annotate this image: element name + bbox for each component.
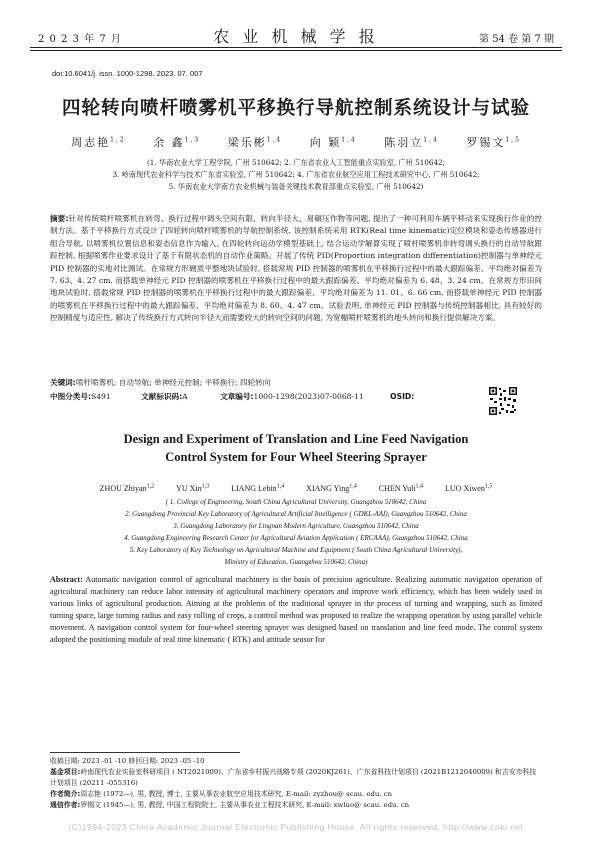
en-affiliation: 3. Guangdong Laboratory for Lingnan Modern Agriculture, Guangzhou 510642, China	[173, 522, 419, 530]
cn-abstract-text: 针对传统喷杆喷雾机在转弯、换行过程中调头空间有限、转向半径大、易碾压作物等问题, 提出了一种可利用车辆平移动来实现换行作业的控制方法。基于平移换行方式设计了四轮转向喷杆喷雾机的导航控制系统, 该控制系统采用 RTK(Real time kinematic)定位模块和姿态传感器进行组合导航, 以喷雾机位置信息和姿态信息作为输入, 在四轮转向运动学模型基础上, 结合运动学解算实现了喷杆喷雾机非转弯调头换行的自动导航跟踪控制, 根据喷雾作业要求设计了基于有限状态机的自动作业策略。开展了传统 PID(Proportion integration differentiation)控制器与单神经元 PID 控制器的实地对比测试。在常规方形硬质平整地块试验时, 搭载常规 PID 控制器的喷雾机在平移换行过程中的最大跟踪偏差、平均绝对偏差为 7. 63、4. 27 cm, 而搭载单神经元 PID 控制器的喷雾机在平移换行过程中的最大跟踪偏差、平均绝对偏差为 6. 48、3. 24 cm。在常规方形田间地块试验时, 搭载常规 PID 控制器的喷雾机在平移换行过程中的最大跟踪偏差、平均绝对偏差为 11. 01、6. 66 cm, 而搭载单神经元 PID 控制器的喷雾机在平移换行过程中的最大跟踪偏差、平均绝对偏差为 8. 60、4. 47 cm。试验表明, 单神经元 PID 控制器与传统控制器相比, 具有较好的控制精度与适应性, 解决了传统换行方式转向半径大而需要较大的转向空间的问题, 为宽幅喷杆喷雾机的地头转向和换行提供解决方案。	[50, 214, 542, 323]
footnote-funding: 基金项目:岭南现代农业实验室科研项目 ( NT2021009)、广东省乡村振兴战略专项 (2020KJ261)、广东省科技计划项目 (2021B1212040009) 和吉安市科技计划项目 (20211 -055316)	[50, 768, 537, 787]
cn-keywords: 关键词:喷杆喷雾机; 自动导航; 单神经元控制; 平移换行; 四轮转向	[50, 378, 271, 387]
en-title: Design and Experiment of Translation and Line Feed Navigation Control System for Four Wheel Steering Sprayer	[123, 432, 469, 464]
en-author: YU Xin$^{1,3}$	[176, 483, 210, 493]
cn-author: 罗锡文$^{1,5}$	[466, 136, 521, 149]
en-author: LUO Xiwen$^{1,5}$	[445, 483, 493, 493]
en-abstract-label: Abstract:	[50, 575, 83, 584]
header-rule-thin	[30, 50, 562, 51]
header-volume: 第 54 卷 第 7 期	[479, 34, 554, 45]
cn-classification-row: 中图分类号:S491 文献标识码:A 文章编号:1000-1298(2023)07-0068-11 OSID:	[50, 392, 415, 401]
footnote-author: 作者简介:周志艳 (1972—), 男, 教授, 博士, 主要从事农业航空应用技术研究, E-mail: zyzhou@ scau. edu. cn	[50, 790, 393, 798]
en-author: ZHOU Zhiyan$^{1,2}$	[99, 483, 155, 493]
cn-author: 向 颖$^{1,4}$	[309, 136, 357, 149]
cn-abstract-label: 摘要:	[50, 214, 69, 223]
journal-name: 农 业 机 械 学 报	[213, 27, 379, 46]
cn-affiliation: 5. 华南农业大学南方农业机械与装备关键技术教育部重点实验室, 广州 510642)	[168, 182, 424, 191]
cn-author: 周志艳$^{1,2}$	[71, 136, 126, 149]
en-affiliation: Ministry of Education, Guangzhou 510642, China)	[224, 558, 368, 566]
en-affiliation: 4. Guangdong Engineering Research Center for Agricultural Aviation Application ( ERCAAA), Guangzhou 510642, China	[124, 534, 468, 542]
footnote-corresponding: 通信作者:罗锡文 (1945—), 男, 教授, 中国工程院院士, 主要从事农业工程技术研究, E-mail: xwluo@ scau. edu. cn	[50, 801, 410, 809]
cn-author: 余 鑫$^{1,3}$	[153, 136, 201, 149]
doi[interactable]: doi:10.6041/j. issn. 1000-1298. 2023. 07. 007	[52, 69, 203, 78]
en-affiliation: 5. Key Laboratory of Key Technology on Agricultural Machine and Equipment ( South China Agricultural University),	[129, 546, 463, 554]
cn-affiliation: 3. 岭南现代农业科学与技术广东省实验室, 广州 510642; 4. 广东省农业航空应用工程技术研究中心, 广州 510642;	[112, 170, 480, 179]
en-author: XIANG Ying$^{1,4}$	[306, 483, 357, 493]
footnote-received: 收稿日期: 2023 -01 -10 修回日期: 2023 -05 -10	[50, 757, 205, 765]
en-abstract-text: Automatic navigation control of agricultural machinery is the basis of precision agriculture. Realizing automatic navigation operation of agricultural machinery can reduce labor intensity of agricultural machinery operators and improve work efficiency, which has been widely used in various links of agricultural production. Aiming at the problems of the traditional sprayer in the process of turning and wrapping, such as limited turning space, large turning radius and easy rolling of crops, a control method was proposed to realize the wrapping operation by using parallel vehicle movement. A navigation control system for four-wheel steering sprayer was designed based on translation and line feed mode. The control system adopted the positioning module of real time kinematic ( RTK) and attitude sensor for	[50, 575, 542, 645]
footnote-rule	[50, 752, 240, 753]
header-date: 2 0 2 3 年 7 月	[38, 34, 122, 45]
en-author: LIANG Lebin$^{1,4}$	[231, 483, 285, 493]
osid-qr-code-icon[interactable]	[488, 386, 518, 416]
en-abstract	[50, 574, 542, 647]
cn-authors	[0, 134, 592, 150]
en-author: CHEN Yuli$^{1,4}$	[378, 483, 424, 493]
header-rule	[30, 47, 562, 48]
cn-title: 四轮转向喷杆喷雾机平移换行导航控制系统设计与试验	[61, 98, 530, 119]
en-authors	[0, 483, 592, 493]
cn-abstract	[50, 213, 542, 325]
cn-author: 陈羽立$^{1,4}$	[384, 136, 439, 149]
copyright-watermark: (C)1994-2023 China Academic Journal Electronic Publishing House. All rights reserved. http://www.cnki.net	[68, 822, 524, 832]
en-affiliation: ( 1. College of Engineering, South China Agricultural University, Guangzhou 510642, China	[165, 498, 427, 506]
cn-affiliation: (1. 华南农业大学工程学院, 广州 510642; 2. 广东省农业人工智能重点实验室, 广州 510642;	[146, 158, 446, 167]
en-affiliation: 2. Guangdong Provincial Key Laboratory of Agricultural Artificial Intelligence ( GDKL-AAI), Guangzhou 510642, China	[125, 510, 467, 518]
cn-author: 梁乐彬$^{1,4}$	[227, 136, 283, 149]
